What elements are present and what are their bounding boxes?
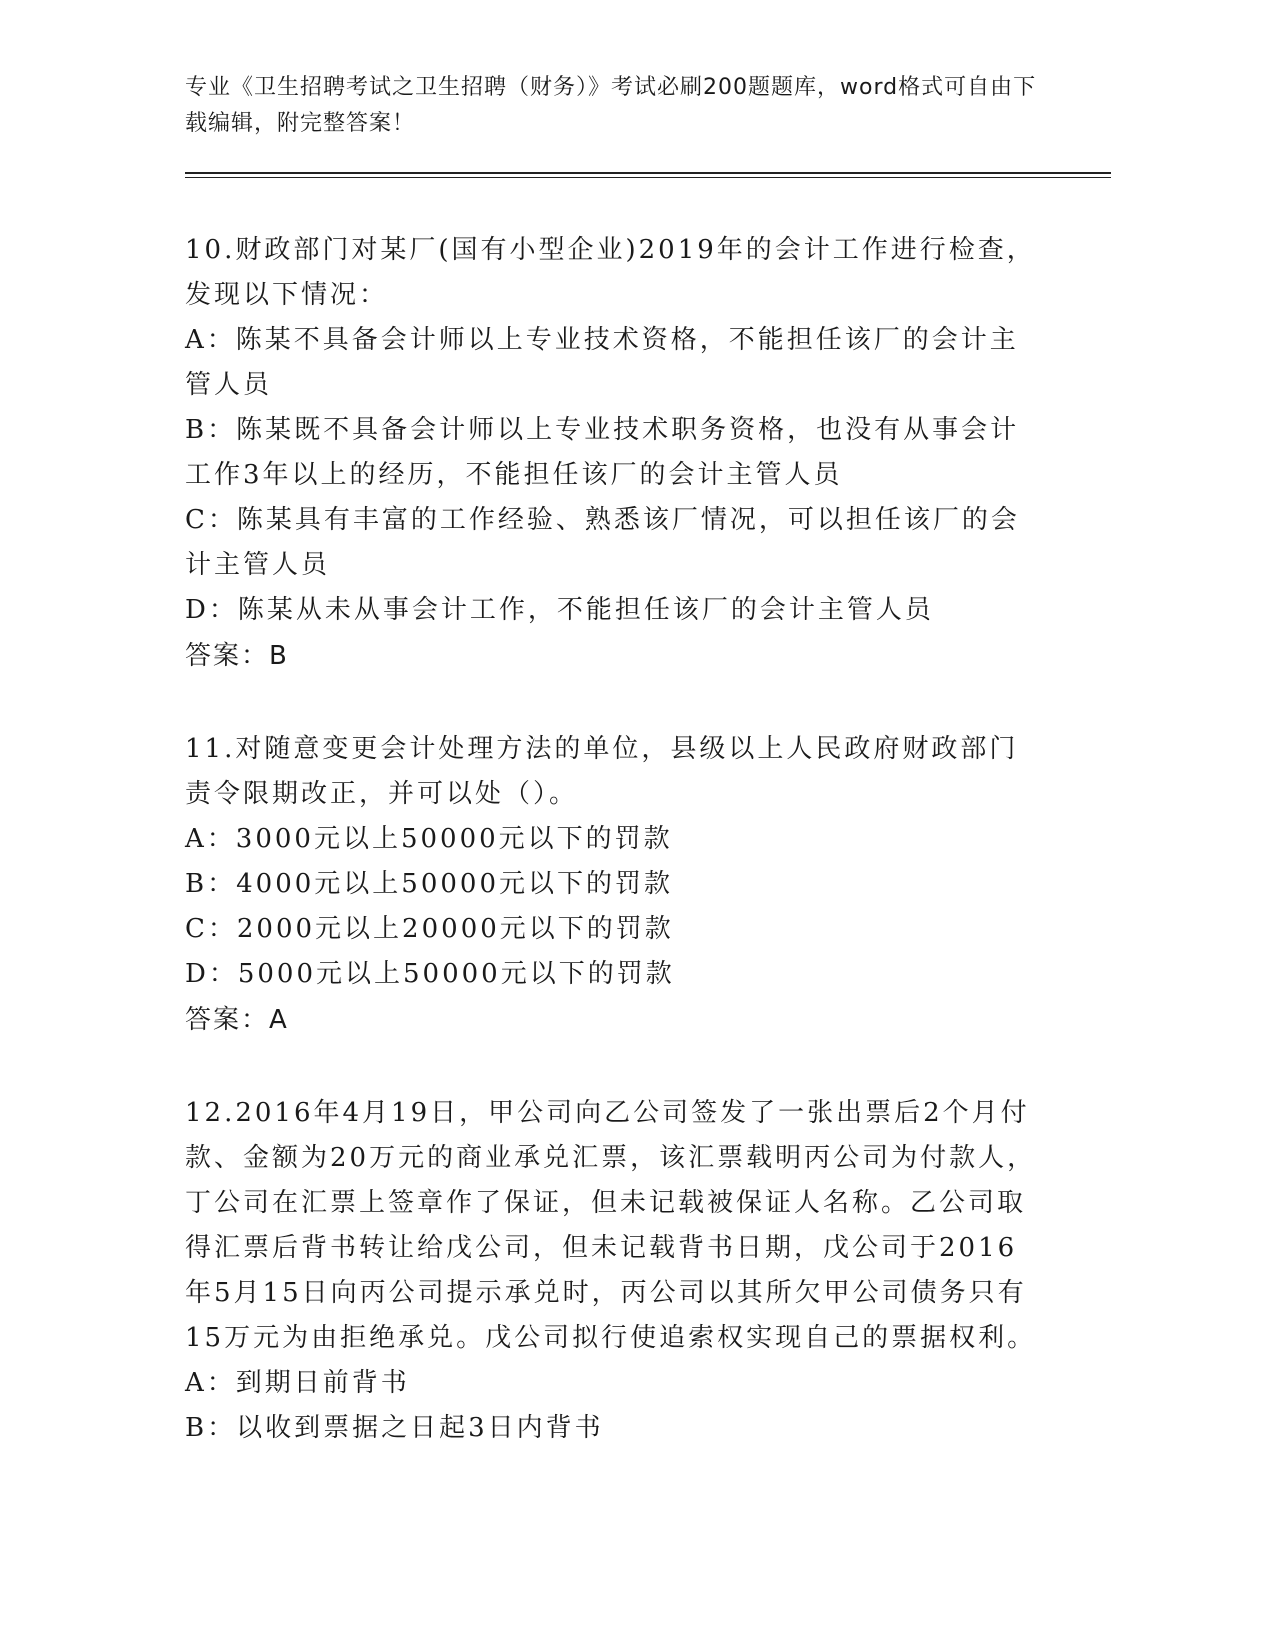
question-10	[185, 228, 1045, 679]
document-header: 专业《卫生招聘考试之卫生招聘（财务）》考试必刷200题题库，word格式可自由下载编辑，附完整答案！	[185, 75, 1037, 136]
document-page	[185, 70, 1105, 1451]
question-stem: 11.对随意变更会计处理方法的单位，县级以上人民政府财政部门责令限期改正，并可以处（）。	[185, 734, 1019, 809]
option-d: D：陈某从未从事会计工作，不能担任该厂的会计主管人员	[185, 595, 934, 625]
answer-line: 答案：A	[185, 1005, 289, 1035]
question-stem: 10.财政部门对某厂(国有小型企业)2019年的会计工作进行检查，发现以下情况：	[185, 235, 1036, 310]
option-c: C：2000元以上20000元以下的罚款	[185, 914, 674, 944]
option-d: D：5000元以上50000元以下的罚款	[185, 959, 675, 989]
option-a: A：到期日前背书	[185, 1368, 410, 1398]
question-11	[185, 727, 1045, 1043]
option-b: B：以收到票据之日起3日内背书	[185, 1413, 604, 1443]
answer-line: 答案：B	[185, 641, 289, 671]
option-a: A：3000元以上50000元以下的罚款	[185, 824, 673, 854]
question-stem: 12.2016年4月19日，甲公司向乙公司签发了一张出票后2个月付款、金额为20万元的商业承兑汇票，该汇票载明丙公司为付款人，丁公司在汇票上签章作了保证，但未记载被保证人名称。乙公司取得汇票后背书转让给戊公司，但未记载背书日期，戊公司于2016年5月15日向丙公司提示承兑时，丙公司以其所欠甲公司债务只有15万元为由拒绝承兑。戊公司拟行使追索权实现自己的票据权利。	[185, 1098, 1037, 1353]
option-b: B：陈某既不具备会计师以上专业技术职务资格，也没有从事会计工作3年以上的经历，不能担任该厂的会计主管人员	[185, 415, 1020, 490]
option-a: A：陈某不具备会计师以上专业技术资格，不能担任该厂的会计主管人员	[185, 325, 1019, 400]
header-divider	[185, 172, 1111, 178]
question-12	[185, 1091, 1045, 1451]
option-c: C：陈某具有丰富的工作经验、熟悉该厂情况，可以担任该厂的会计主管人员	[185, 505, 1020, 580]
option-b: B：4000元以上50000元以下的罚款	[185, 869, 673, 899]
